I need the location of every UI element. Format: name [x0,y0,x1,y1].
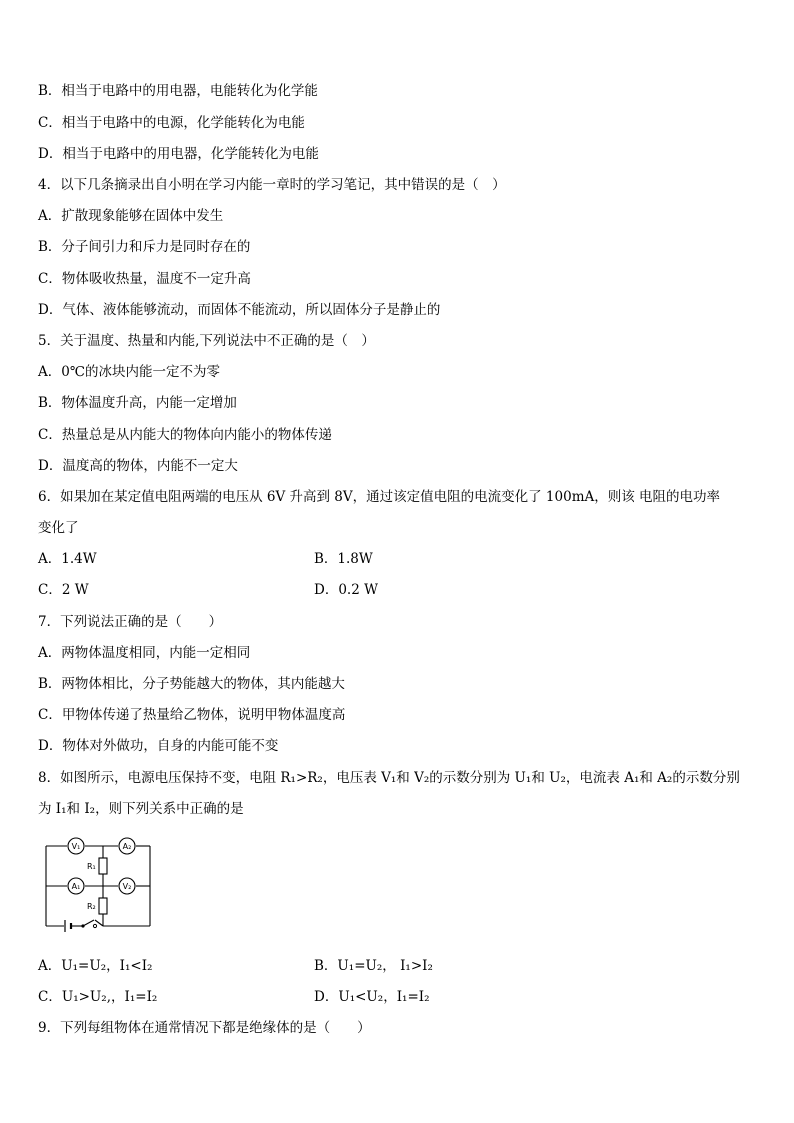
q7-option-a: A．两物体温度相同，内能一定相同 [38,645,251,661]
q5-option-c: C．热量总是从内能大的物体向内能小的物体传递 [38,427,332,443]
q6-option-b: B．1.8W [314,551,373,567]
q6-stem-line1: 6．如果加在某定值电阻两端的电压从 6V 升高到 8V，通过该定值电阻的电流变化了 100mA，则该 电阻的电功率 [38,489,721,505]
resistor-r1 [99,858,107,874]
q6-option-d: D．0.2 W [314,582,378,598]
label-a1: A₁ [71,882,81,891]
q6-option-c: C．2 W [38,582,89,598]
q5-option-b: B．物体温度升高，内能一定增加 [38,395,237,411]
label-r1: R₁ [87,862,96,871]
q5-stem: 5．关于温度、热量和内能,下列说法中不正确的是（ ） [38,333,375,349]
q4-option-b: B．分子间引力和斥力是同时存在的 [38,239,251,255]
resistor-r2 [99,898,107,914]
q3-option-b: B．相当于电路中的用电器，电能转化为化学能 [38,83,318,99]
label-r2: R₂ [87,902,96,911]
label-v2: V₂ [122,882,132,891]
q8-stem-line1: 8．如图所示，电源电压保持不变，电阻 R₁>R₂，电压表 V₁和 V₂的示数分别为 U₁和 U₂，电流表 A₁和 A₂的示数分别 [38,770,740,786]
q7-option-b: B．两物体相比，分子势能越大的物体，其内能越大 [38,676,345,692]
q7-option-c: C．甲物体传递了热量给乙物体，说明甲物体温度高 [38,707,346,723]
battery-icon [65,920,71,932]
q8-option-a: A．U₁=U₂，I₁<I₂ [38,958,153,974]
q7-option-d: D．物体对外做功，自身的内能可能不变 [38,738,279,754]
q9-stem: 9．下列每组物体在通常情况下都是绝缘体的是（ ） [38,1020,371,1036]
q4-option-c: C．物体吸收热量，温度不一定升高 [38,271,251,287]
q4-stem: 4．以下几条摘录出自小明在学习内能一章时的学习笔记，其中错误的是（ ） [38,177,506,193]
q8-option-c: C．U₁>U₂,，I₁=I₂ [38,989,158,1005]
circuit-diagram [38,836,158,936]
q3-option-d: D．相当于电路中的用电器，化学能转化为电能 [38,146,319,162]
q8-option-b: B．U₁=U₂， I₁>I₂ [314,958,433,974]
q5-option-a: A．0℃的冰块内能一定不为零 [38,364,220,380]
q5-option-d: D．温度高的物体，内能不一定大 [38,458,238,474]
q8-option-d: D．U₁<U₂，I₁=I₂ [314,989,430,1005]
q4-option-d: D．气体、液体能够流动，而固体不能流动，所以固体分子是静止的 [38,302,441,318]
q7-stem: 7．下列说法正确的是（ ） [38,614,223,630]
label-a2: A₂ [122,842,132,851]
switch-icon [81,920,96,928]
q6-stem-line2: 变化了 [38,520,79,536]
q3-option-c: C．相当于电路中的电源，化学能转化为电能 [38,115,305,131]
q8-stem-line2: 为 I₁和 I₂，则下列关系中正确的是 [38,801,244,817]
label-v1: V₁ [71,842,81,851]
q6-option-a: A．1.4W [38,551,97,567]
q4-option-a: A．扩散现象能够在固体中发生 [38,208,224,224]
